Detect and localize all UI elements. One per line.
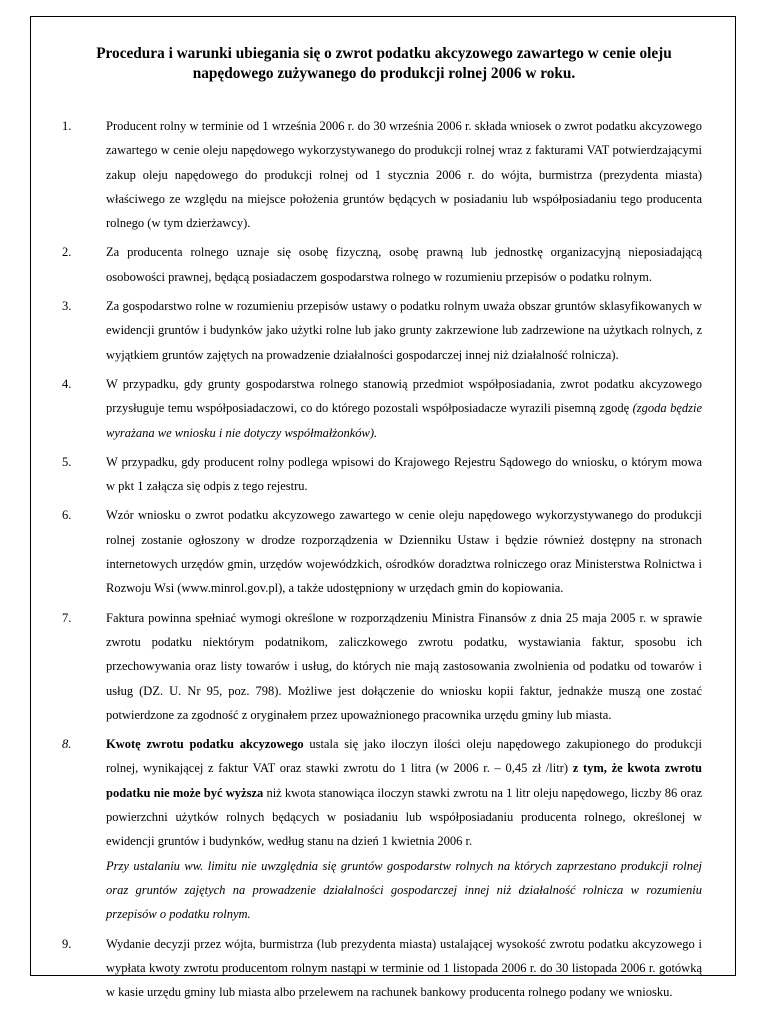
item-number: 4.	[62, 376, 72, 391]
list-item-5	[62, 450, 702, 499]
item-number: 7.	[62, 610, 72, 625]
list-item-2	[62, 240, 702, 289]
list-item-6	[62, 503, 702, 600]
item-text: Wydanie decyzji przez wójta, burmistrza (lub prezydenta miasta) ustalającej wysokość zwrotu podatku akcyzowego i wypłata kwoty zwrotu producentom rolnym nastąpi w terminie od 1 listopada 2006 r. do 30 listopada 2006 r. gotówką w kasie urzędu gminy lub miasta albo przelewem na rachunek bankowy producenta rolnego podany we wniosku.	[106, 936, 702, 1000]
item-italic-note: Przy ustalaniu ww. limitu nie uwzględnia się gruntów gospodarstw rolnych na których zaprzestano produkcji rolnej oraz gruntów zajętych na prowadzenie działalności gospodarczej innej niż działalność rolnicza w rozumieniu przepisów o podatku rolnym.	[106, 858, 702, 922]
item-text: niż kwota stanowiąca iloczyn stawki zwrotu na 1 litr oleju napędowego, liczby 86 oraz powierzchni użytków rolnych będących w posiadaniu lub współposiadaniu producenta rolnego, określonej w ewidencji gruntów i budynków, według stanu na dzień 1 kwietnia 2006 r.	[106, 785, 702, 849]
item-number: 3.	[62, 299, 72, 314]
item-text: W przypadku, gdy producent rolny podlega wpisowi do Krajowego Rejestru Sądowego do wniosku, o którym mowa w pkt 1 załącza się odpis z tego rejestru.	[106, 454, 702, 494]
item-bold-phrase: z tym, że kwota zwrotu podatku nie może być wyższa	[106, 761, 702, 800]
item-number: 5.	[62, 454, 72, 469]
item-number: 6.	[62, 508, 72, 523]
item-text: ustala się jako iloczyn ilości oleju napędowego zakupionego do produkcji rolnej, wynikającej z faktur VAT oraz stawki zwrotu do 1 litra (w 2006 r. – 0,45 zł /litr)	[106, 737, 702, 776]
item-number: 8.	[62, 737, 72, 752]
item-text: W przypadku, gdy grunty gospodarstwa rolnego stanowią przedmiot współposiadania, zwrot podatku akcyzowego przysługuje temu współposiadaczowi, co do którego pozostali współposiadacze wyrazili pisemną zgodę	[106, 376, 702, 416]
item-italic-note: (zgoda będzie wyrażana we wniosku i nie dotyczy współmałżonków).	[106, 401, 702, 440]
list-item-1	[62, 114, 702, 235]
list-item-7	[62, 606, 702, 727]
item-text: Faktura powinna spełniać wymogi określone w rozporządzeniu Ministra Finansów z dnia 25 maja 2005 r. w sprawie zwrotu podatku niektórym podatnikom, zaliczkowego zwrotu podatku, wystawiania faktur, sposobu ich przechowywania oraz listy towarów i usług, do których nie mają zastosowania zwolnienia od podatku od towarów i usług (DZ. U. Nr 95, poz. 798). Możliwe jest dołączenie do wniosku kopii faktur, jednakże muszą one zostać potwierdzone za zgodność z oryginałem przez upoważnionego pracownika urzędu gminy lub miasta.	[106, 610, 702, 722]
procedure-list	[62, 114, 702, 1009]
item-number: 9.	[62, 936, 72, 951]
item-bold-phrase: Kwotę zwrotu podatku akcyzowego	[106, 737, 304, 752]
list-item-8	[62, 732, 702, 926]
list-item-9	[62, 932, 702, 1005]
document-title: Procedura i warunki ubiegania się o zwrot podatku akcyzowego zawartego w cenie oleju napędowego zużywanego do produkcji rolnej 2006 w roku.	[96, 45, 672, 82]
item-text: Wzór wniosku o zwrot podatku akcyzowego zawartego w cenie oleju napędowego wykorzystywanego do produkcji rolnej zostanie ogłoszony w drodze rozporządzenia w Dzienniku Ustaw i będzie również dostępny na stronach internetowych urzędów gmin, urzędów wojewódzkich, ośrodków doradztwa rolniczego oraz Ministerstwa Rolnictwa i Rozwoju Wsi (www.minrol.gov.pl), a także udostępniony w urzędach gmin do kopiowania.	[106, 508, 702, 596]
item-text: Za gospodarstwo rolne w rozumieniu przepisów ustawy o podatku rolnym uważa obszar gruntów sklasyfikowanych w ewidencji gruntów i budynków jako użytki rolne lub jako grunty zakrzewione lub zadrzewione na użytkach rolnych, z wyjątkiem gruntów zajętych na prowadzenie działalności gospodarczej innej niż działalność rolnicza).	[106, 299, 702, 362]
list-item-3	[62, 294, 702, 367]
item-text-container	[106, 372, 702, 445]
item-text-container	[106, 732, 702, 853]
item-text: Za producenta rolnego uznaje się osobę fizyczną, osobę prawną lub jednostkę organizacyjną nieposiadającą osobowości prawnej, będącą posiadaczem gospodarstwa rolnego w rozumieniu przepisów o podatku rolnym.	[106, 245, 702, 284]
item-text: Producent rolny w terminie od 1 września 2006 r. do 30 września 2006 r. składa wniosek o zwrot podatku akcyzowego zawartego w cenie oleju napędowego wykorzystywanego do produkcji rolnej wraz z fakturami VAT potwierdzającymi zakup oleju napędowego do produkcji rolnej od 1 stycznia 2006 r. do wójta, burmistrza (prezydenta miasta) właściwego ze względu na miejsce położenia gruntów będących w posiadaniu lub współposiadaniu tego producenta rolnego (w tym dzierżawcy).	[106, 119, 702, 231]
item-number: 2.	[62, 245, 72, 260]
list-item-4	[62, 372, 702, 445]
item-number: 1.	[62, 119, 72, 133]
